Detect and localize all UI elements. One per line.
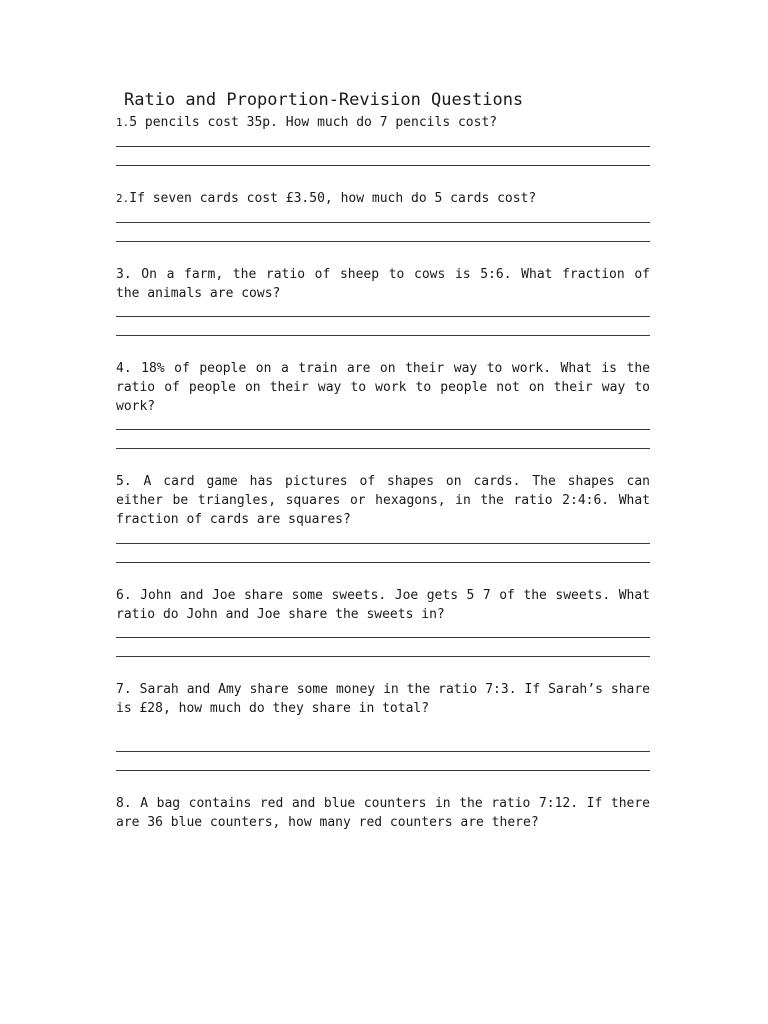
answer-line [116,429,650,430]
answer-line [116,637,650,638]
question-4: 4. 18% of people on a train are on their way to work. What is the ratio of people on their way to work to people not on their way to work? [116,361,650,414]
answer-line [116,543,650,544]
question-number: 2. [116,192,130,205]
answer-line [116,222,650,223]
question-2 [116,189,650,208]
question-text: If seven cards cost £3.50, how much do 5 cards cost? [129,191,537,206]
answer-line [116,335,650,336]
answer-line [116,770,650,771]
question-7: 7. Sarah and Amy share some money in the ratio 7:3. If Sarah’s share is £28, how much do they share in total? [116,682,650,716]
question-3: 3. On a farm, the ratio of sheep to cows is 5:6. What fraction of the animals are cows? [116,267,650,301]
answer-line [116,241,650,242]
question-number: 1. [116,116,130,129]
question-8: 8. A bag contains red and blue counters in the ratio 7:12. If there are 36 blue counters, how many red counters are there? [116,796,650,830]
question-6: 6. John and Joe share some sweets. Joe gets 5 7 of the sweets. What ratio do John and Joe share the sweets in? [116,588,650,622]
answer-line [116,448,650,449]
answer-line [116,656,650,657]
question-5: 5. A card game has pictures of shapes on cards. The shapes can either be triangles, squares or hexagons, in the ratio 2:4:6. What fraction of cards are squares? [116,474,650,527]
worksheet-title: Ratio and Proportion-Revision Questions [124,90,524,110]
question-1 [116,113,650,132]
answer-line [116,316,650,317]
answer-line [116,165,650,166]
question-text: 5 pencils cost 35p. How much do 7 pencils cost? [129,115,498,130]
answer-line [116,751,650,752]
answer-line [116,562,650,563]
answer-line [116,146,650,147]
